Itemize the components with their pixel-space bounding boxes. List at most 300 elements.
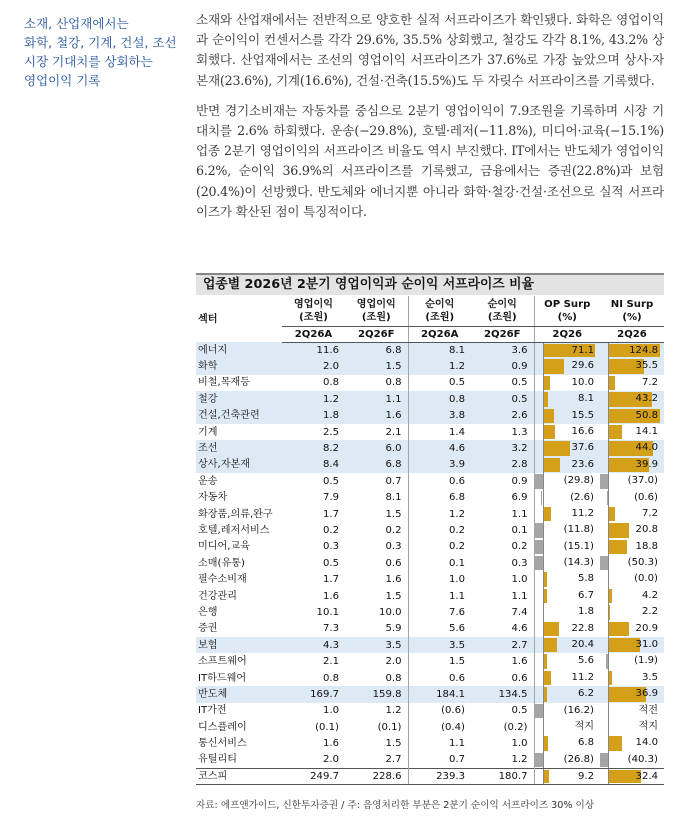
col-header-op-surp: OP Surp (%)	[534, 296, 600, 326]
op-surprise-label: 22.8	[571, 622, 594, 634]
op-surprise-axis	[543, 621, 544, 637]
ni-actual: 1.5	[408, 653, 471, 669]
body-text	[196, 10, 664, 232]
op-surprise-label: 15.5	[571, 409, 594, 421]
col-sub-header: 2Q26F	[471, 326, 534, 342]
source-note: 자료: 에프앤가이드, 신한투자증권 / 주: 음영처리한 부분은 2분기 순이익 서프라이즈 30% 이상	[196, 800, 595, 811]
op-surprise-bar	[543, 376, 550, 390]
op-actual: 7.9	[322, 492, 339, 504]
op-surprise-label: 적지	[574, 720, 594, 732]
op-surprise-axis	[543, 343, 544, 359]
sidenote-line: 화학, 철강, 기계, 건설, 조선	[24, 35, 177, 50]
ni-surprise-axis	[608, 539, 609, 555]
ni-surprise-axis	[608, 358, 609, 374]
op-surprise-label: 10.0	[571, 376, 594, 388]
op-forecast: 1.5	[385, 508, 402, 520]
sector-name: 코스피	[196, 768, 282, 784]
ni-surprise	[600, 604, 664, 620]
op-surprise-bar	[535, 556, 543, 570]
op-surprise-bar	[535, 523, 543, 537]
op-forecast: 6.8	[345, 342, 408, 358]
op-actual: 1.0	[322, 705, 339, 717]
ni-actual: 5.6	[408, 621, 471, 637]
op-surprise-label: 1.8	[577, 606, 594, 618]
ni-surprise-label: 적지	[638, 720, 658, 732]
ni-surprise-bar	[600, 474, 608, 488]
op-surprise-axis	[543, 703, 544, 719]
op-forecast: 2.1	[385, 426, 402, 438]
op-surprise-axis	[543, 670, 544, 686]
op-forecast: 1.5	[345, 358, 408, 374]
op-surprise-bar	[543, 638, 558, 652]
op-surprise-bar	[543, 622, 560, 636]
ni-surprise-label: (0.6)	[634, 491, 658, 503]
op-surprise-bar	[535, 704, 543, 718]
ni-surprise-axis	[608, 473, 609, 489]
op-surprise-bar	[543, 671, 551, 685]
table-row	[196, 522, 664, 538]
ni-actual: 1.2	[408, 358, 471, 374]
ni-actual: 1.4	[408, 424, 471, 440]
op-surprise	[534, 571, 600, 587]
table-row	[196, 588, 664, 604]
sector-name: 화장품,의류,완구	[198, 508, 273, 520]
op-surprise	[534, 539, 600, 555]
op-surprise-label: (16.2)	[563, 704, 594, 716]
ni-surprise-axis	[608, 604, 609, 620]
sector-name: 필수소비재	[198, 574, 247, 586]
sector-name: 철강	[196, 391, 282, 407]
op-surprise-bar	[535, 753, 543, 767]
op-surprise	[534, 555, 600, 571]
op-forecast: 0.3	[385, 541, 402, 553]
table-row	[196, 391, 664, 407]
sidenote-line: 소재, 산업재에서는	[24, 16, 129, 31]
ni-actual: 184.1	[408, 686, 471, 702]
table-row	[196, 686, 664, 702]
op-surprise-bar	[543, 458, 560, 472]
sector-name: 에너지	[196, 342, 282, 358]
ni-surprise	[600, 358, 664, 374]
op-surprise-label: 6.7	[577, 589, 594, 601]
op-actual: 2.0	[282, 358, 345, 374]
sector-name: 기계	[198, 426, 218, 438]
table-row	[196, 457, 664, 473]
ni-surprise	[600, 735, 664, 751]
op-surprise	[534, 670, 600, 686]
ni-surprise-label: (0.0)	[634, 573, 658, 585]
op-actual: 1.7	[322, 574, 339, 586]
ni-surprise-bar	[608, 622, 629, 636]
op-actual: 0.8	[322, 377, 339, 389]
ni-surprise-axis	[608, 457, 609, 473]
op-actual: 1.6	[322, 590, 339, 602]
op-surprise-label: 37.6	[571, 442, 594, 454]
ni-surprise	[600, 670, 664, 686]
op-surprise-axis	[543, 424, 544, 440]
op-forecast: 6.8	[345, 457, 408, 473]
ni-surprise-axis	[608, 621, 609, 637]
op-surprise-label: 20.4	[571, 639, 594, 651]
ni-actual: 0.2	[408, 522, 471, 538]
op-surprise-axis	[543, 522, 544, 538]
ni-surprise-axis	[608, 703, 609, 719]
ni-surprise-label: 20.8	[635, 524, 658, 536]
op-surprise	[534, 375, 600, 391]
col-header-ni-surp: NI Surp (%)	[600, 296, 664, 326]
op-surprise-axis	[543, 375, 544, 391]
op-actual: 0.5	[322, 557, 339, 569]
op-surprise-bar	[543, 770, 550, 783]
op-forecast: 1.5	[385, 590, 402, 602]
ni-actual: 0.6	[408, 670, 471, 686]
ni-forecast: 1.1	[511, 590, 528, 602]
table-row	[196, 424, 664, 440]
table-row	[196, 752, 664, 768]
ni-surprise-bar	[608, 523, 629, 537]
ni-surprise-axis	[608, 571, 609, 587]
paragraph-2: 반면 경기소비재는 자동차를 중심으로 2분기 영업이익이 7.9조원을 기록하며 시장 기대치를 2.6% 하회했다. 운송(−29.8%), 호텔·레저(−11.8%), 미디어·교육(−15.1%) 업종 2분기 영업이익의 서프라이즈 비율도 역시 부진했다. IT에서는 반도체가 영업이익 6.2%, 순이익 36.9%의 서프라이즈를 기록했고, 금융에서는 증권(22.8%)과 보험(20.4%)이 선방했다. 반도체와 에너지뿐 아니라 화학·철강·건설·조선으로 실적 서프라이즈가 확산된 점이 특징적이다.	[196, 102, 664, 219]
ni-forecast: 0.3	[511, 557, 528, 569]
ni-surprise-axis	[608, 653, 609, 669]
ni-forecast: 1.3	[511, 426, 528, 438]
ni-surprise	[600, 719, 664, 735]
ni-forecast: 4.6	[511, 623, 528, 635]
ni-surprise	[600, 768, 664, 784]
op-actual: 8.4	[282, 457, 345, 473]
op-surprise	[534, 735, 600, 751]
sector-name: 상사,자본재	[196, 457, 282, 473]
ni-surprise-label: 7.2	[641, 376, 658, 388]
ni-surprise-label: 39.9	[635, 458, 658, 470]
table-row	[196, 473, 664, 489]
ni-surprise	[600, 490, 664, 506]
table-row	[196, 555, 664, 571]
table-body	[196, 342, 664, 785]
op-surprise	[534, 457, 600, 473]
op-surprise-label: 11.2	[571, 507, 594, 519]
ni-actual: 1.0	[408, 571, 471, 587]
table-row	[196, 440, 664, 456]
op-surprise-label: 8.1	[577, 393, 594, 405]
op-actual: 7.3	[322, 623, 339, 635]
ni-actual: 239.3	[408, 768, 471, 784]
op-surprise	[534, 621, 600, 637]
sector-name: 디스플레이	[198, 721, 247, 733]
op-forecast: 5.9	[385, 623, 402, 635]
ni-surprise	[600, 391, 664, 407]
op-actual: 4.3	[282, 637, 345, 653]
ni-surprise	[600, 522, 664, 538]
col-header-ni-a: 순이익 (조원)	[408, 296, 471, 326]
ni-surprise-axis	[608, 752, 609, 768]
table-row	[196, 375, 664, 391]
sector-header: 섹터	[198, 313, 218, 325]
table-row	[196, 670, 664, 686]
op-surprise-label: (2.6)	[570, 491, 594, 503]
ni-surprise	[600, 375, 664, 391]
ni-actual: 0.2	[408, 539, 471, 555]
op-surprise-label: 11.2	[571, 671, 594, 683]
ni-surprise-bar	[608, 425, 622, 439]
op-surprise-label: 29.6	[571, 360, 594, 372]
table-row	[196, 621, 664, 637]
ni-actual: 4.6	[408, 440, 471, 456]
ni-forecast: 1.0	[511, 574, 528, 586]
op-actual: 0.2	[322, 524, 339, 536]
col-sub-header: 2Q26	[600, 326, 664, 342]
table-row	[196, 342, 664, 358]
ni-surprise-axis	[608, 424, 609, 440]
op-surprise-bar	[543, 441, 571, 455]
ni-forecast: 3.2	[471, 440, 534, 456]
op-surprise-axis	[543, 358, 544, 374]
op-forecast: 2.7	[385, 754, 402, 766]
ni-surprise-label: 36.9	[635, 688, 658, 700]
sector-name: 건설,건축관련	[196, 408, 282, 424]
col-sub-header: 2Q26	[534, 326, 600, 342]
table-row	[196, 604, 664, 620]
ni-surprise-label: 124.8	[629, 344, 658, 356]
ni-surprise-label: 35.5	[635, 360, 658, 372]
ni-actual: 0.8	[408, 391, 471, 407]
op-forecast: 1.1	[345, 391, 408, 407]
op-forecast: 228.6	[345, 768, 408, 784]
ni-surprise-label: (37.0)	[627, 475, 658, 487]
op-surprise-bar	[535, 474, 543, 488]
op-forecast: 6.0	[345, 440, 408, 456]
table-row	[196, 408, 664, 424]
ni-forecast: 7.4	[511, 606, 528, 618]
op-surprise-label: 5.6	[577, 655, 594, 667]
op-surprise-label: 6.8	[577, 737, 594, 749]
op-forecast: 10.0	[379, 606, 402, 618]
op-surprise-axis	[543, 719, 544, 735]
ni-actual: 3.8	[408, 408, 471, 424]
ni-surprise-label: 4.2	[641, 589, 658, 601]
ni-surprise-axis	[608, 408, 609, 424]
op-surprise-axis	[543, 506, 544, 522]
ni-surprise	[600, 342, 664, 358]
ni-actual: 0.5	[408, 375, 471, 391]
op-surprise-axis	[543, 686, 544, 702]
ni-surprise-label: 44.0	[635, 442, 658, 454]
ni-forecast: 0.5	[471, 391, 534, 407]
sector-name: IT하드웨어	[198, 672, 247, 684]
ni-forecast: 0.1	[511, 524, 528, 536]
paragraph-1: 소재와 산업재에서는 전반적으로 양호한 실적 서프라이즈가 확인됐다. 화학은 영업이익과 순이익이 컨센서스를 각각 29.6%, 35.5% 상회했고, 철강도 각각 8.1%, 43.2% 상회했다. 산업재에서는 조선의 영업이익 서프라이즈가 37.6%로 가장 높았으며 상사·자본재(23.6%), 기계(16.6%), 건설·건축(15.5%)도 두 자릿수 서프라이즈를 기록했다.	[196, 12, 664, 88]
op-surprise-axis	[543, 653, 544, 669]
ni-actual: 0.1	[408, 555, 471, 571]
ni-surprise	[600, 473, 664, 489]
op-surprise	[534, 604, 600, 620]
ni-surprise	[600, 571, 664, 587]
ni-surprise-label: (40.3)	[627, 753, 658, 765]
op-actual: 0.3	[322, 541, 339, 553]
ni-surprise-label: 2.2	[641, 606, 658, 618]
ni-surprise	[600, 506, 664, 522]
sector-name: 화학	[196, 358, 282, 374]
sector-name: IT가전	[198, 705, 227, 717]
ni-actual: 1.2	[408, 506, 471, 522]
sidenote	[24, 14, 189, 90]
op-forecast: 0.8	[385, 377, 402, 389]
op-surprise-bar	[543, 359, 565, 373]
table-row	[196, 490, 664, 506]
ni-forecast: (0.2)	[503, 721, 528, 733]
op-surprise-label: (14.3)	[563, 557, 594, 569]
ni-forecast: 0.5	[511, 705, 528, 717]
op-surprise-axis	[543, 473, 544, 489]
col-header-op-f: 영업이익 (조원)	[345, 296, 408, 326]
op-surprise	[534, 473, 600, 489]
ni-actual: 1.1	[408, 588, 471, 604]
ni-surprise-label: 32.4	[635, 770, 658, 782]
op-forecast: 1.6	[385, 574, 402, 586]
ni-actual: 0.6	[408, 473, 471, 489]
op-surprise	[534, 342, 600, 358]
ni-forecast: 1.2	[511, 754, 528, 766]
sector-name: 소매(유통)	[198, 557, 245, 569]
table-row	[196, 653, 664, 669]
sector-name: 반도체	[196, 686, 282, 702]
ni-surprise	[600, 457, 664, 473]
op-actual: (0.1)	[315, 721, 339, 733]
ni-forecast: 3.6	[471, 342, 534, 358]
sector-name: 조선	[196, 440, 282, 456]
ni-surprise	[600, 686, 664, 702]
op-surprise-label: 9.2	[577, 770, 594, 782]
op-surprise-axis	[543, 408, 544, 424]
ni-surprise	[600, 408, 664, 424]
ni-surprise	[600, 752, 664, 768]
op-surprise-label: 5.8	[577, 573, 594, 585]
op-surprise-axis	[543, 571, 544, 587]
ni-forecast: 0.5	[511, 377, 528, 389]
ni-surprise	[600, 637, 664, 653]
op-surprise	[534, 686, 600, 702]
ni-actual: 8.1	[408, 342, 471, 358]
op-actual: 11.6	[282, 342, 345, 358]
op-actual: 2.1	[322, 656, 339, 668]
ni-surprise	[600, 440, 664, 456]
ni-forecast: 0.2	[511, 541, 528, 553]
op-actual: 10.1	[316, 606, 339, 618]
op-surprise-axis	[543, 440, 544, 456]
ni-actual: 3.5	[408, 637, 471, 653]
table-row	[196, 719, 664, 735]
ni-forecast: 134.5	[471, 686, 534, 702]
ni-surprise	[600, 653, 664, 669]
op-actual: 1.7	[322, 508, 339, 520]
op-surprise-label: (11.8)	[563, 524, 594, 536]
op-surprise-bar	[543, 507, 551, 521]
op-surprise-label: (15.1)	[563, 540, 594, 552]
op-forecast: 2.0	[385, 656, 402, 668]
col-sub-header: 2Q26F	[345, 326, 408, 342]
ni-surprise-label: 14.0	[635, 737, 658, 749]
ni-surprise-axis	[608, 637, 609, 653]
surprise-table	[196, 296, 664, 785]
sidenote-line: 영업이익 기록	[24, 73, 101, 88]
sector-name: 보험	[196, 637, 282, 653]
sector-name: 건강관리	[198, 590, 238, 602]
sector-name: 소프트웨어	[198, 656, 247, 668]
op-surprise-label: (26.8)	[563, 753, 594, 765]
ni-surprise-label: 7.2	[641, 507, 658, 519]
op-surprise-axis	[543, 539, 544, 555]
table-row	[196, 506, 664, 522]
ni-forecast: 1.1	[511, 508, 528, 520]
op-forecast: 0.6	[385, 557, 402, 569]
ni-actual: (0.4)	[408, 719, 471, 735]
op-forecast: 8.1	[385, 492, 402, 504]
col-sub-header: 2Q26A	[282, 326, 345, 342]
ni-surprise-axis	[608, 670, 609, 686]
op-actual: 1.8	[282, 408, 345, 424]
ni-surprise-axis	[608, 343, 609, 359]
op-surprise	[534, 653, 600, 669]
op-surprise	[534, 522, 600, 538]
ni-surprise-label: 14.1	[635, 425, 658, 437]
table-row	[196, 768, 664, 784]
ni-surprise	[600, 703, 664, 719]
ni-surprise-axis	[608, 769, 609, 784]
op-surprise-bar	[543, 425, 555, 439]
op-surprise	[534, 752, 600, 768]
col-header-ni-f: 순이익 (조원)	[471, 296, 534, 326]
op-forecast: 0.2	[385, 524, 402, 536]
op-surprise	[534, 408, 600, 424]
op-actual: 0.8	[322, 672, 339, 684]
sector-name: 호텔,레저서비스	[198, 524, 270, 536]
ni-forecast: 2.7	[471, 637, 534, 653]
ni-surprise-label: 20.9	[635, 622, 658, 634]
ni-forecast: 1.0	[511, 738, 528, 750]
ni-actual: 6.8	[408, 490, 471, 506]
op-surprise-axis	[543, 752, 544, 768]
ni-surprise-axis	[608, 588, 609, 604]
ni-surprise	[600, 621, 664, 637]
op-surprise	[534, 637, 600, 653]
sector-name: 미디어,교육	[198, 541, 250, 553]
op-actual: 8.2	[282, 440, 345, 456]
op-surprise-label: 6.2	[577, 688, 594, 700]
ni-surprise-axis	[608, 522, 609, 538]
op-surprise	[534, 703, 600, 719]
ni-surprise-axis	[608, 490, 609, 506]
sector-name: 유틸리티	[198, 754, 238, 766]
op-surprise-axis	[543, 769, 544, 784]
ni-surprise-label: 3.5	[641, 671, 658, 683]
op-forecast: 1.5	[385, 738, 402, 750]
ni-surprise-axis	[608, 719, 609, 735]
ni-surprise	[600, 539, 664, 555]
op-actual: 0.5	[322, 475, 339, 487]
ni-actual: 1.1	[408, 735, 471, 751]
op-surprise-axis	[543, 735, 544, 751]
sector-name: 비철,목재등	[198, 377, 250, 389]
op-surprise	[534, 490, 600, 506]
ni-surprise-label: 18.8	[635, 540, 658, 552]
ni-surprise-axis	[608, 391, 609, 407]
ni-actual: 0.7	[408, 752, 471, 768]
op-surprise	[534, 506, 600, 522]
ni-surprise-bar	[600, 753, 608, 767]
op-surprise-label: 23.6	[571, 458, 594, 470]
table-row	[196, 735, 664, 751]
ni-forecast: 2.6	[471, 408, 534, 424]
